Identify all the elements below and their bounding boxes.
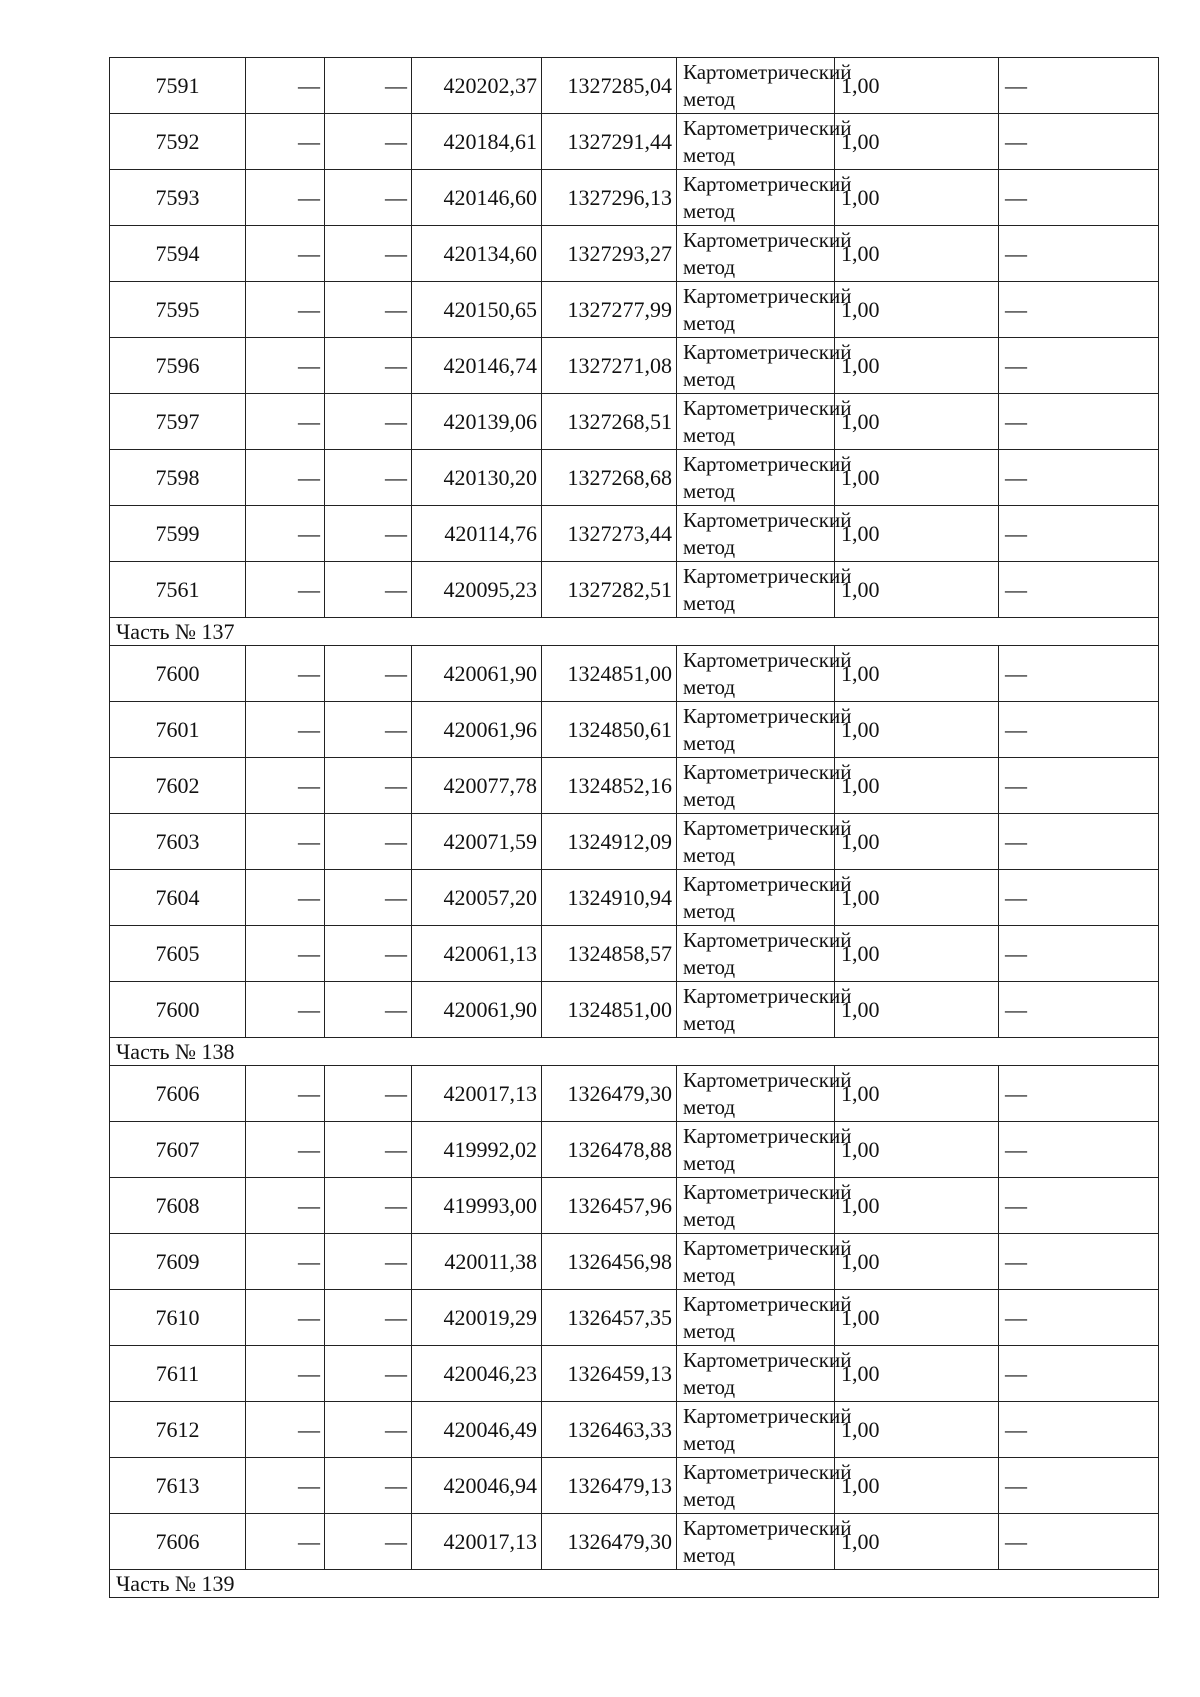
old-x-cell: — xyxy=(246,1290,325,1346)
old-y-cell: — xyxy=(325,226,412,282)
method-cell: Картометрический метод xyxy=(677,646,835,702)
old-x-cell: — xyxy=(246,982,325,1038)
table-row xyxy=(110,1122,1159,1178)
accuracy-cell: 1,00 xyxy=(835,1514,999,1570)
old-y-cell: — xyxy=(325,758,412,814)
description-cell: — xyxy=(999,114,1159,170)
old-y-cell: — xyxy=(325,338,412,394)
description-cell: — xyxy=(999,506,1159,562)
x-coordinate-cell: 420184,61 xyxy=(412,114,542,170)
accuracy-cell: 1,00 xyxy=(835,282,999,338)
point-number-cell: 7593 xyxy=(110,170,246,226)
point-number-cell: 7611 xyxy=(110,1346,246,1402)
table-row xyxy=(110,702,1159,758)
x-coordinate-cell: 420046,49 xyxy=(412,1402,542,1458)
point-number-cell: 7598 xyxy=(110,450,246,506)
description-cell: — xyxy=(999,1234,1159,1290)
accuracy-cell: 1,00 xyxy=(835,1290,999,1346)
point-number-cell: 7600 xyxy=(110,982,246,1038)
old-y-cell: — xyxy=(325,1122,412,1178)
old-x-cell: — xyxy=(246,450,325,506)
description-cell: — xyxy=(999,1066,1159,1122)
method-cell: Картометрический метод xyxy=(677,814,835,870)
old-y-cell: — xyxy=(325,506,412,562)
old-x-cell: — xyxy=(246,1514,325,1570)
y-coordinate-cell: 1324910,94 xyxy=(542,870,677,926)
x-coordinate-cell: 420061,90 xyxy=(412,982,542,1038)
y-coordinate-cell: 1327285,04 xyxy=(542,58,677,114)
y-coordinate-cell: 1326456,98 xyxy=(542,1234,677,1290)
point-number-cell: 7595 xyxy=(110,282,246,338)
point-number-cell: 7600 xyxy=(110,646,246,702)
accuracy-cell: 1,00 xyxy=(835,1066,999,1122)
method-cell: Картометрический метод xyxy=(677,282,835,338)
y-coordinate-cell: 1326479,30 xyxy=(542,1514,677,1570)
old-x-cell: — xyxy=(246,58,325,114)
accuracy-cell: 1,00 xyxy=(835,506,999,562)
x-coordinate-cell: 420071,59 xyxy=(412,814,542,870)
point-number-cell: 7594 xyxy=(110,226,246,282)
old-y-cell: — xyxy=(325,1346,412,1402)
table-row xyxy=(110,758,1159,814)
old-y-cell: — xyxy=(325,814,412,870)
description-cell: — xyxy=(999,758,1159,814)
point-number-cell: 7612 xyxy=(110,1402,246,1458)
accuracy-cell: 1,00 xyxy=(835,562,999,618)
description-cell: — xyxy=(999,870,1159,926)
table-row xyxy=(110,982,1159,1038)
old-y-cell: — xyxy=(325,926,412,982)
old-x-cell: — xyxy=(246,170,325,226)
description-cell: — xyxy=(999,1514,1159,1570)
method-cell: Картометрический метод xyxy=(677,114,835,170)
old-x-cell: — xyxy=(246,506,325,562)
description-cell: — xyxy=(999,1458,1159,1514)
accuracy-cell: 1,00 xyxy=(835,646,999,702)
old-y-cell: — xyxy=(325,1234,412,1290)
description-cell: — xyxy=(999,226,1159,282)
y-coordinate-cell: 1327291,44 xyxy=(542,114,677,170)
x-coordinate-cell: 420146,74 xyxy=(412,338,542,394)
x-coordinate-cell: 420057,20 xyxy=(412,870,542,926)
y-coordinate-cell: 1324912,09 xyxy=(542,814,677,870)
point-number-cell: 7605 xyxy=(110,926,246,982)
y-coordinate-cell: 1327268,68 xyxy=(542,450,677,506)
description-cell: — xyxy=(999,982,1159,1038)
table-row xyxy=(110,170,1159,226)
accuracy-cell: 1,00 xyxy=(835,1234,999,1290)
method-cell: Картометрический метод xyxy=(677,226,835,282)
point-number-cell: 7608 xyxy=(110,1178,246,1234)
method-cell: Картометрический метод xyxy=(677,450,835,506)
method-cell: Картометрический метод xyxy=(677,338,835,394)
old-x-cell: — xyxy=(246,646,325,702)
accuracy-cell: 1,00 xyxy=(835,1178,999,1234)
old-x-cell: — xyxy=(246,226,325,282)
old-y-cell: — xyxy=(325,58,412,114)
y-coordinate-cell: 1324852,16 xyxy=(542,758,677,814)
method-cell: Картометрический метод xyxy=(677,394,835,450)
x-coordinate-cell: 420114,76 xyxy=(412,506,542,562)
accuracy-cell: 1,00 xyxy=(835,170,999,226)
description-cell: — xyxy=(999,170,1159,226)
part-header-row xyxy=(110,1038,1159,1066)
point-number-cell: 7592 xyxy=(110,114,246,170)
old-y-cell: — xyxy=(325,114,412,170)
method-cell: Картометрический метод xyxy=(677,562,835,618)
description-cell: — xyxy=(999,562,1159,618)
method-cell: Картометрический метод xyxy=(677,702,835,758)
y-coordinate-cell: 1326457,35 xyxy=(542,1290,677,1346)
y-coordinate-cell: 1327277,99 xyxy=(542,282,677,338)
point-number-cell: 7606 xyxy=(110,1514,246,1570)
y-coordinate-cell: 1324851,00 xyxy=(542,646,677,702)
old-y-cell: — xyxy=(325,170,412,226)
accuracy-cell: 1,00 xyxy=(835,702,999,758)
x-coordinate-cell: 420019,29 xyxy=(412,1290,542,1346)
y-coordinate-cell: 1324850,61 xyxy=(542,702,677,758)
method-cell: Картометрический метод xyxy=(677,1178,835,1234)
y-coordinate-cell: 1327271,08 xyxy=(542,338,677,394)
method-cell: Картометрический метод xyxy=(677,870,835,926)
old-y-cell: — xyxy=(325,646,412,702)
y-coordinate-cell: 1327268,51 xyxy=(542,394,677,450)
old-y-cell: — xyxy=(325,1290,412,1346)
method-cell: Картометрический метод xyxy=(677,1290,835,1346)
method-cell: Картометрический метод xyxy=(677,982,835,1038)
description-cell: — xyxy=(999,702,1159,758)
method-cell: Картометрический метод xyxy=(677,1066,835,1122)
x-coordinate-cell: 420077,78 xyxy=(412,758,542,814)
coordinates-table xyxy=(109,57,1159,1598)
method-cell: Картометрический метод xyxy=(677,1514,835,1570)
old-y-cell: — xyxy=(325,702,412,758)
point-number-cell: 7604 xyxy=(110,870,246,926)
accuracy-cell: 1,00 xyxy=(835,982,999,1038)
table-row xyxy=(110,646,1159,702)
accuracy-cell: 1,00 xyxy=(835,394,999,450)
old-x-cell: — xyxy=(246,1346,325,1402)
old-y-cell: — xyxy=(325,282,412,338)
description-cell: — xyxy=(999,1346,1159,1402)
method-cell: Картометрический метод xyxy=(677,58,835,114)
table-row xyxy=(110,58,1159,114)
y-coordinate-cell: 1327293,27 xyxy=(542,226,677,282)
method-cell: Картометрический метод xyxy=(677,1458,835,1514)
table-row xyxy=(110,114,1159,170)
description-cell: — xyxy=(999,1402,1159,1458)
table-row xyxy=(110,1402,1159,1458)
y-coordinate-cell: 1326479,13 xyxy=(542,1458,677,1514)
point-number-cell: 7609 xyxy=(110,1234,246,1290)
y-coordinate-cell: 1326463,33 xyxy=(542,1402,677,1458)
x-coordinate-cell: 419993,00 xyxy=(412,1178,542,1234)
table-row xyxy=(110,1290,1159,1346)
table-row xyxy=(110,226,1159,282)
old-y-cell: — xyxy=(325,1178,412,1234)
coordinates-table-body xyxy=(110,58,1159,1598)
old-x-cell: — xyxy=(246,1234,325,1290)
table-row xyxy=(110,1066,1159,1122)
table-row xyxy=(110,338,1159,394)
point-number-cell: 7602 xyxy=(110,758,246,814)
point-number-cell: 7603 xyxy=(110,814,246,870)
part-label: Часть № 139 xyxy=(110,1570,1159,1598)
description-cell: — xyxy=(999,814,1159,870)
method-cell: Картометрический метод xyxy=(677,1346,835,1402)
table-row xyxy=(110,562,1159,618)
old-x-cell: — xyxy=(246,1402,325,1458)
accuracy-cell: 1,00 xyxy=(835,926,999,982)
accuracy-cell: 1,00 xyxy=(835,870,999,926)
description-cell: — xyxy=(999,58,1159,114)
old-x-cell: — xyxy=(246,1066,325,1122)
table-row xyxy=(110,394,1159,450)
table-row xyxy=(110,1178,1159,1234)
old-x-cell: — xyxy=(246,1122,325,1178)
x-coordinate-cell: 420061,90 xyxy=(412,646,542,702)
x-coordinate-cell: 420046,94 xyxy=(412,1458,542,1514)
accuracy-cell: 1,00 xyxy=(835,338,999,394)
accuracy-cell: 1,00 xyxy=(835,226,999,282)
x-coordinate-cell: 419992,02 xyxy=(412,1122,542,1178)
method-cell: Картометрический метод xyxy=(677,506,835,562)
method-cell: Картометрический метод xyxy=(677,926,835,982)
point-number-cell: 7561 xyxy=(110,562,246,618)
point-number-cell: 7613 xyxy=(110,1458,246,1514)
point-number-cell: 7606 xyxy=(110,1066,246,1122)
point-number-cell: 7610 xyxy=(110,1290,246,1346)
x-coordinate-cell: 420202,37 xyxy=(412,58,542,114)
old-y-cell: — xyxy=(325,394,412,450)
point-number-cell: 7591 xyxy=(110,58,246,114)
x-coordinate-cell: 420130,20 xyxy=(412,450,542,506)
old-y-cell: — xyxy=(325,1514,412,1570)
y-coordinate-cell: 1326479,30 xyxy=(542,1066,677,1122)
old-y-cell: — xyxy=(325,562,412,618)
method-cell: Картометрический метод xyxy=(677,170,835,226)
x-coordinate-cell: 420061,96 xyxy=(412,702,542,758)
description-cell: — xyxy=(999,282,1159,338)
accuracy-cell: 1,00 xyxy=(835,814,999,870)
description-cell: — xyxy=(999,1178,1159,1234)
y-coordinate-cell: 1327273,44 xyxy=(542,506,677,562)
x-coordinate-cell: 420011,38 xyxy=(412,1234,542,1290)
old-y-cell: — xyxy=(325,1066,412,1122)
old-x-cell: — xyxy=(246,814,325,870)
description-cell: — xyxy=(999,394,1159,450)
old-x-cell: — xyxy=(246,114,325,170)
old-x-cell: — xyxy=(246,702,325,758)
accuracy-cell: 1,00 xyxy=(835,758,999,814)
method-cell: Картометрический метод xyxy=(677,1402,835,1458)
y-coordinate-cell: 1324851,00 xyxy=(542,982,677,1038)
x-coordinate-cell: 420061,13 xyxy=(412,926,542,982)
old-y-cell: — xyxy=(325,1458,412,1514)
description-cell: — xyxy=(999,646,1159,702)
old-x-cell: — xyxy=(246,1458,325,1514)
x-coordinate-cell: 420139,06 xyxy=(412,394,542,450)
point-number-cell: 7599 xyxy=(110,506,246,562)
x-coordinate-cell: 420046,23 xyxy=(412,1346,542,1402)
y-coordinate-cell: 1326478,88 xyxy=(542,1122,677,1178)
description-cell: — xyxy=(999,926,1159,982)
accuracy-cell: 1,00 xyxy=(835,1458,999,1514)
old-x-cell: — xyxy=(246,394,325,450)
y-coordinate-cell: 1324858,57 xyxy=(542,926,677,982)
x-coordinate-cell: 420134,60 xyxy=(412,226,542,282)
accuracy-cell: 1,00 xyxy=(835,1122,999,1178)
accuracy-cell: 1,00 xyxy=(835,1346,999,1402)
point-number-cell: 7601 xyxy=(110,702,246,758)
point-number-cell: 7607 xyxy=(110,1122,246,1178)
part-header-row xyxy=(110,1570,1159,1598)
table-row xyxy=(110,1346,1159,1402)
table-row xyxy=(110,282,1159,338)
old-x-cell: — xyxy=(246,338,325,394)
old-x-cell: — xyxy=(246,562,325,618)
old-x-cell: — xyxy=(246,282,325,338)
old-y-cell: — xyxy=(325,1402,412,1458)
method-cell: Картометрический метод xyxy=(677,758,835,814)
y-coordinate-cell: 1326459,13 xyxy=(542,1346,677,1402)
old-x-cell: — xyxy=(246,926,325,982)
table-row xyxy=(110,814,1159,870)
x-coordinate-cell: 420017,13 xyxy=(412,1514,542,1570)
y-coordinate-cell: 1326457,96 xyxy=(542,1178,677,1234)
table-row xyxy=(110,1458,1159,1514)
accuracy-cell: 1,00 xyxy=(835,1402,999,1458)
method-cell: Картометрический метод xyxy=(677,1122,835,1178)
x-coordinate-cell: 420150,65 xyxy=(412,282,542,338)
old-x-cell: — xyxy=(246,870,325,926)
point-number-cell: 7597 xyxy=(110,394,246,450)
table-row xyxy=(110,1234,1159,1290)
table-row xyxy=(110,506,1159,562)
table-row xyxy=(110,926,1159,982)
method-cell: Картометрический метод xyxy=(677,1234,835,1290)
table-row xyxy=(110,450,1159,506)
old-x-cell: — xyxy=(246,758,325,814)
accuracy-cell: 1,00 xyxy=(835,450,999,506)
x-coordinate-cell: 420095,23 xyxy=(412,562,542,618)
description-cell: — xyxy=(999,1122,1159,1178)
description-cell: — xyxy=(999,450,1159,506)
x-coordinate-cell: 420146,60 xyxy=(412,170,542,226)
old-x-cell: — xyxy=(246,1178,325,1234)
table-row xyxy=(110,1514,1159,1570)
old-y-cell: — xyxy=(325,870,412,926)
description-cell: — xyxy=(999,338,1159,394)
x-coordinate-cell: 420017,13 xyxy=(412,1066,542,1122)
description-cell: — xyxy=(999,1290,1159,1346)
table-row xyxy=(110,870,1159,926)
part-label: Часть № 137 xyxy=(110,618,1159,646)
old-y-cell: — xyxy=(325,450,412,506)
accuracy-cell: 1,00 xyxy=(835,58,999,114)
y-coordinate-cell: 1327296,13 xyxy=(542,170,677,226)
part-header-row xyxy=(110,618,1159,646)
old-y-cell: — xyxy=(325,982,412,1038)
y-coordinate-cell: 1327282,51 xyxy=(542,562,677,618)
point-number-cell: 7596 xyxy=(110,338,246,394)
accuracy-cell: 1,00 xyxy=(835,114,999,170)
part-label: Часть № 138 xyxy=(110,1038,1159,1066)
